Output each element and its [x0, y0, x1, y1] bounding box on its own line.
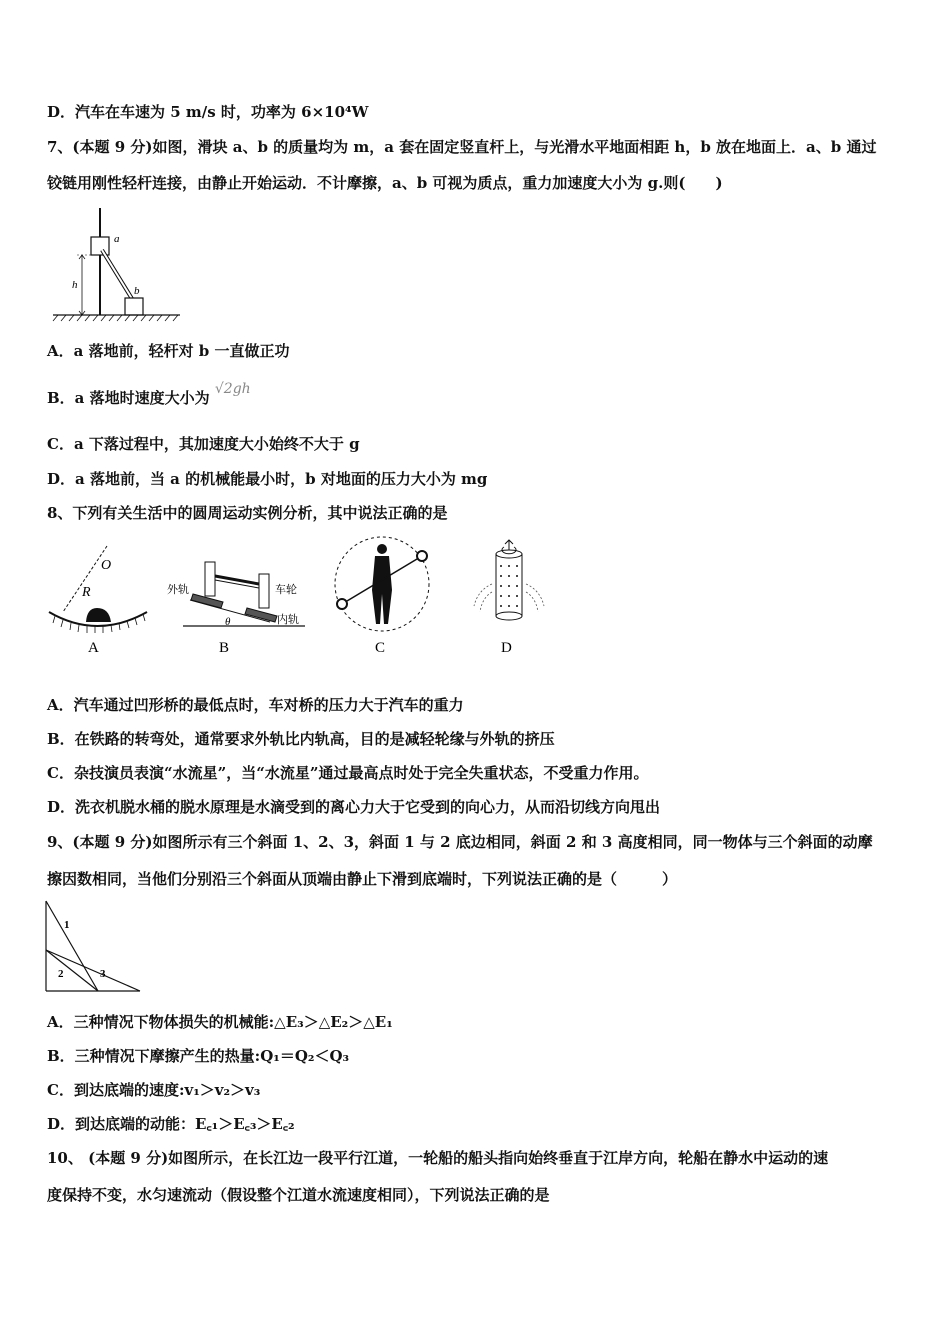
q8-option-b: B．在铁路的转弯处，通常要求外轨比内轨高，目的是减轻轮缘与外轨的挤压 — [47, 730, 555, 748]
light-rod-inner — [102, 250, 134, 302]
q6-option-d: D．汽车在车速为 5 m/s 时，功率为 6×10⁴W — [47, 103, 369, 121]
q7-option-c: C．a 下落过程中，其加速度大小始终不大于 g — [47, 435, 360, 453]
cup-right — [417, 551, 427, 561]
label-b: b — [134, 285, 140, 297]
label-outer-rail: 外轨 — [167, 584, 189, 596]
slider-b — [125, 298, 143, 315]
q8-figure-c-water-meteor — [330, 532, 440, 658]
label-3: 3 — [100, 968, 106, 980]
q9-stem-line1: 9、(本题 9 分)如图所示有三个斜面 1、2、3，斜面 1 与 2 底边相同，斜面 2 和 3 高度相同，同一物体与三个斜面的动摩 — [47, 833, 873, 851]
performer-body — [372, 556, 392, 624]
q9-option-d: D．到达底端的动能：E꜀₁＞E꜀₃＞E꜀₂ — [47, 1115, 295, 1133]
q9-option-b: B．三种情况下摩擦产生的热量:Q₁＝Q₂＜Q₃ — [47, 1047, 350, 1065]
label-theta: θ — [225, 616, 231, 628]
q8-figure-a-concave-bridge — [45, 536, 155, 658]
q7-option-b-formula: √2gh — [214, 381, 251, 397]
car-icon — [86, 608, 111, 622]
q10-stem-line1: 10、 (本题 9 分)如图所示，在长江边一段平行江道，一轮船的船头指向始终垂直于江岸方向，轮船在静水中运动的速 — [47, 1149, 829, 1167]
radius-line — [63, 546, 107, 612]
q7-option-b — [47, 381, 251, 409]
q7-stem-line1: 7、(本题 9 分)如图，滑块 a、b 的质量均为 m，a 套在固定竖直杆上，与光滑水平地面相距 h，b 放在地面上．a、b 通过 — [47, 138, 877, 156]
q7-stem-line2: 铰链用刚性轻杆连接，由静止开始运动．不计摩擦，a、b 可视为质点，重力加速度大小为 g.则( ) — [47, 174, 723, 192]
label-inner-rail: 内轨 — [277, 614, 299, 626]
axle — [215, 576, 259, 584]
q9-option-a: A．三种情况下物体损失的机械能:△E₃＞△E₂＞△E₁ — [47, 1013, 393, 1031]
q8-option-d: D．洗衣机脱水桶的脱水原理是水滴受到的离心力大于它受到的向心力，从而沿切线方向甩出 — [47, 798, 661, 816]
label-o: O — [101, 558, 112, 573]
incline-2 — [46, 950, 98, 991]
incline-1 — [46, 901, 98, 991]
q7-option-d: D．a 落地前，当 a 的机械能最小时，b 对地面的压力大小为 mg — [47, 470, 488, 488]
q7-option-b-text: B．a 落地时速度大小为 — [47, 389, 210, 407]
wheel-left — [205, 562, 215, 596]
fig-a-caption: A — [88, 640, 99, 656]
slider-a — [91, 237, 109, 255]
q8-figure-b-railway — [165, 550, 310, 658]
fig-d-caption: D — [501, 640, 512, 656]
cup-left — [337, 599, 347, 609]
q8-option-c: C．杂技演员表演“水流星”，当“水流星”通过最高点时处于完全失重状态，不受重力作用。 — [47, 764, 649, 782]
label-h: h — [72, 279, 78, 291]
q9-figure-inclines — [42, 898, 144, 996]
q7-figure-slider-rod — [50, 205, 185, 325]
performer-head — [377, 544, 387, 554]
q8-figure-d-spin-dryer — [468, 536, 553, 658]
label-a: a — [114, 233, 120, 245]
q9-option-c: C．到达底端的速度:v₁＞v₂＞v₃ — [47, 1081, 261, 1099]
q9-stem-line2: 擦因数相同，当他们分别沿三个斜面从顶端由静止下滑到底端时，下列说法正确的是（ ） — [47, 870, 678, 888]
q8-option-a: A．汽车通过凹形桥的最低点时，车对桥的压力大于汽车的重力 — [47, 696, 464, 714]
fig-b-caption: B — [219, 640, 230, 656]
label-2: 2 — [58, 968, 64, 980]
label-r: R — [82, 585, 91, 600]
fig-c-caption: C — [375, 640, 386, 656]
q10-stem-line2: 度保持不变，水匀速流动（假设整个江道水流速度相同），下列说法正确的是 — [47, 1186, 550, 1204]
wheel-right — [259, 574, 269, 608]
q8-stem: 8、下列有关生活中的圆周运动实例分析，其中说法正确的是 — [47, 504, 448, 522]
q7-option-a: A．a 落地前，轻杆对 b 一直做正功 — [47, 342, 290, 360]
label-wheel: 车轮 — [275, 584, 297, 596]
label-1: 1 — [64, 919, 70, 931]
